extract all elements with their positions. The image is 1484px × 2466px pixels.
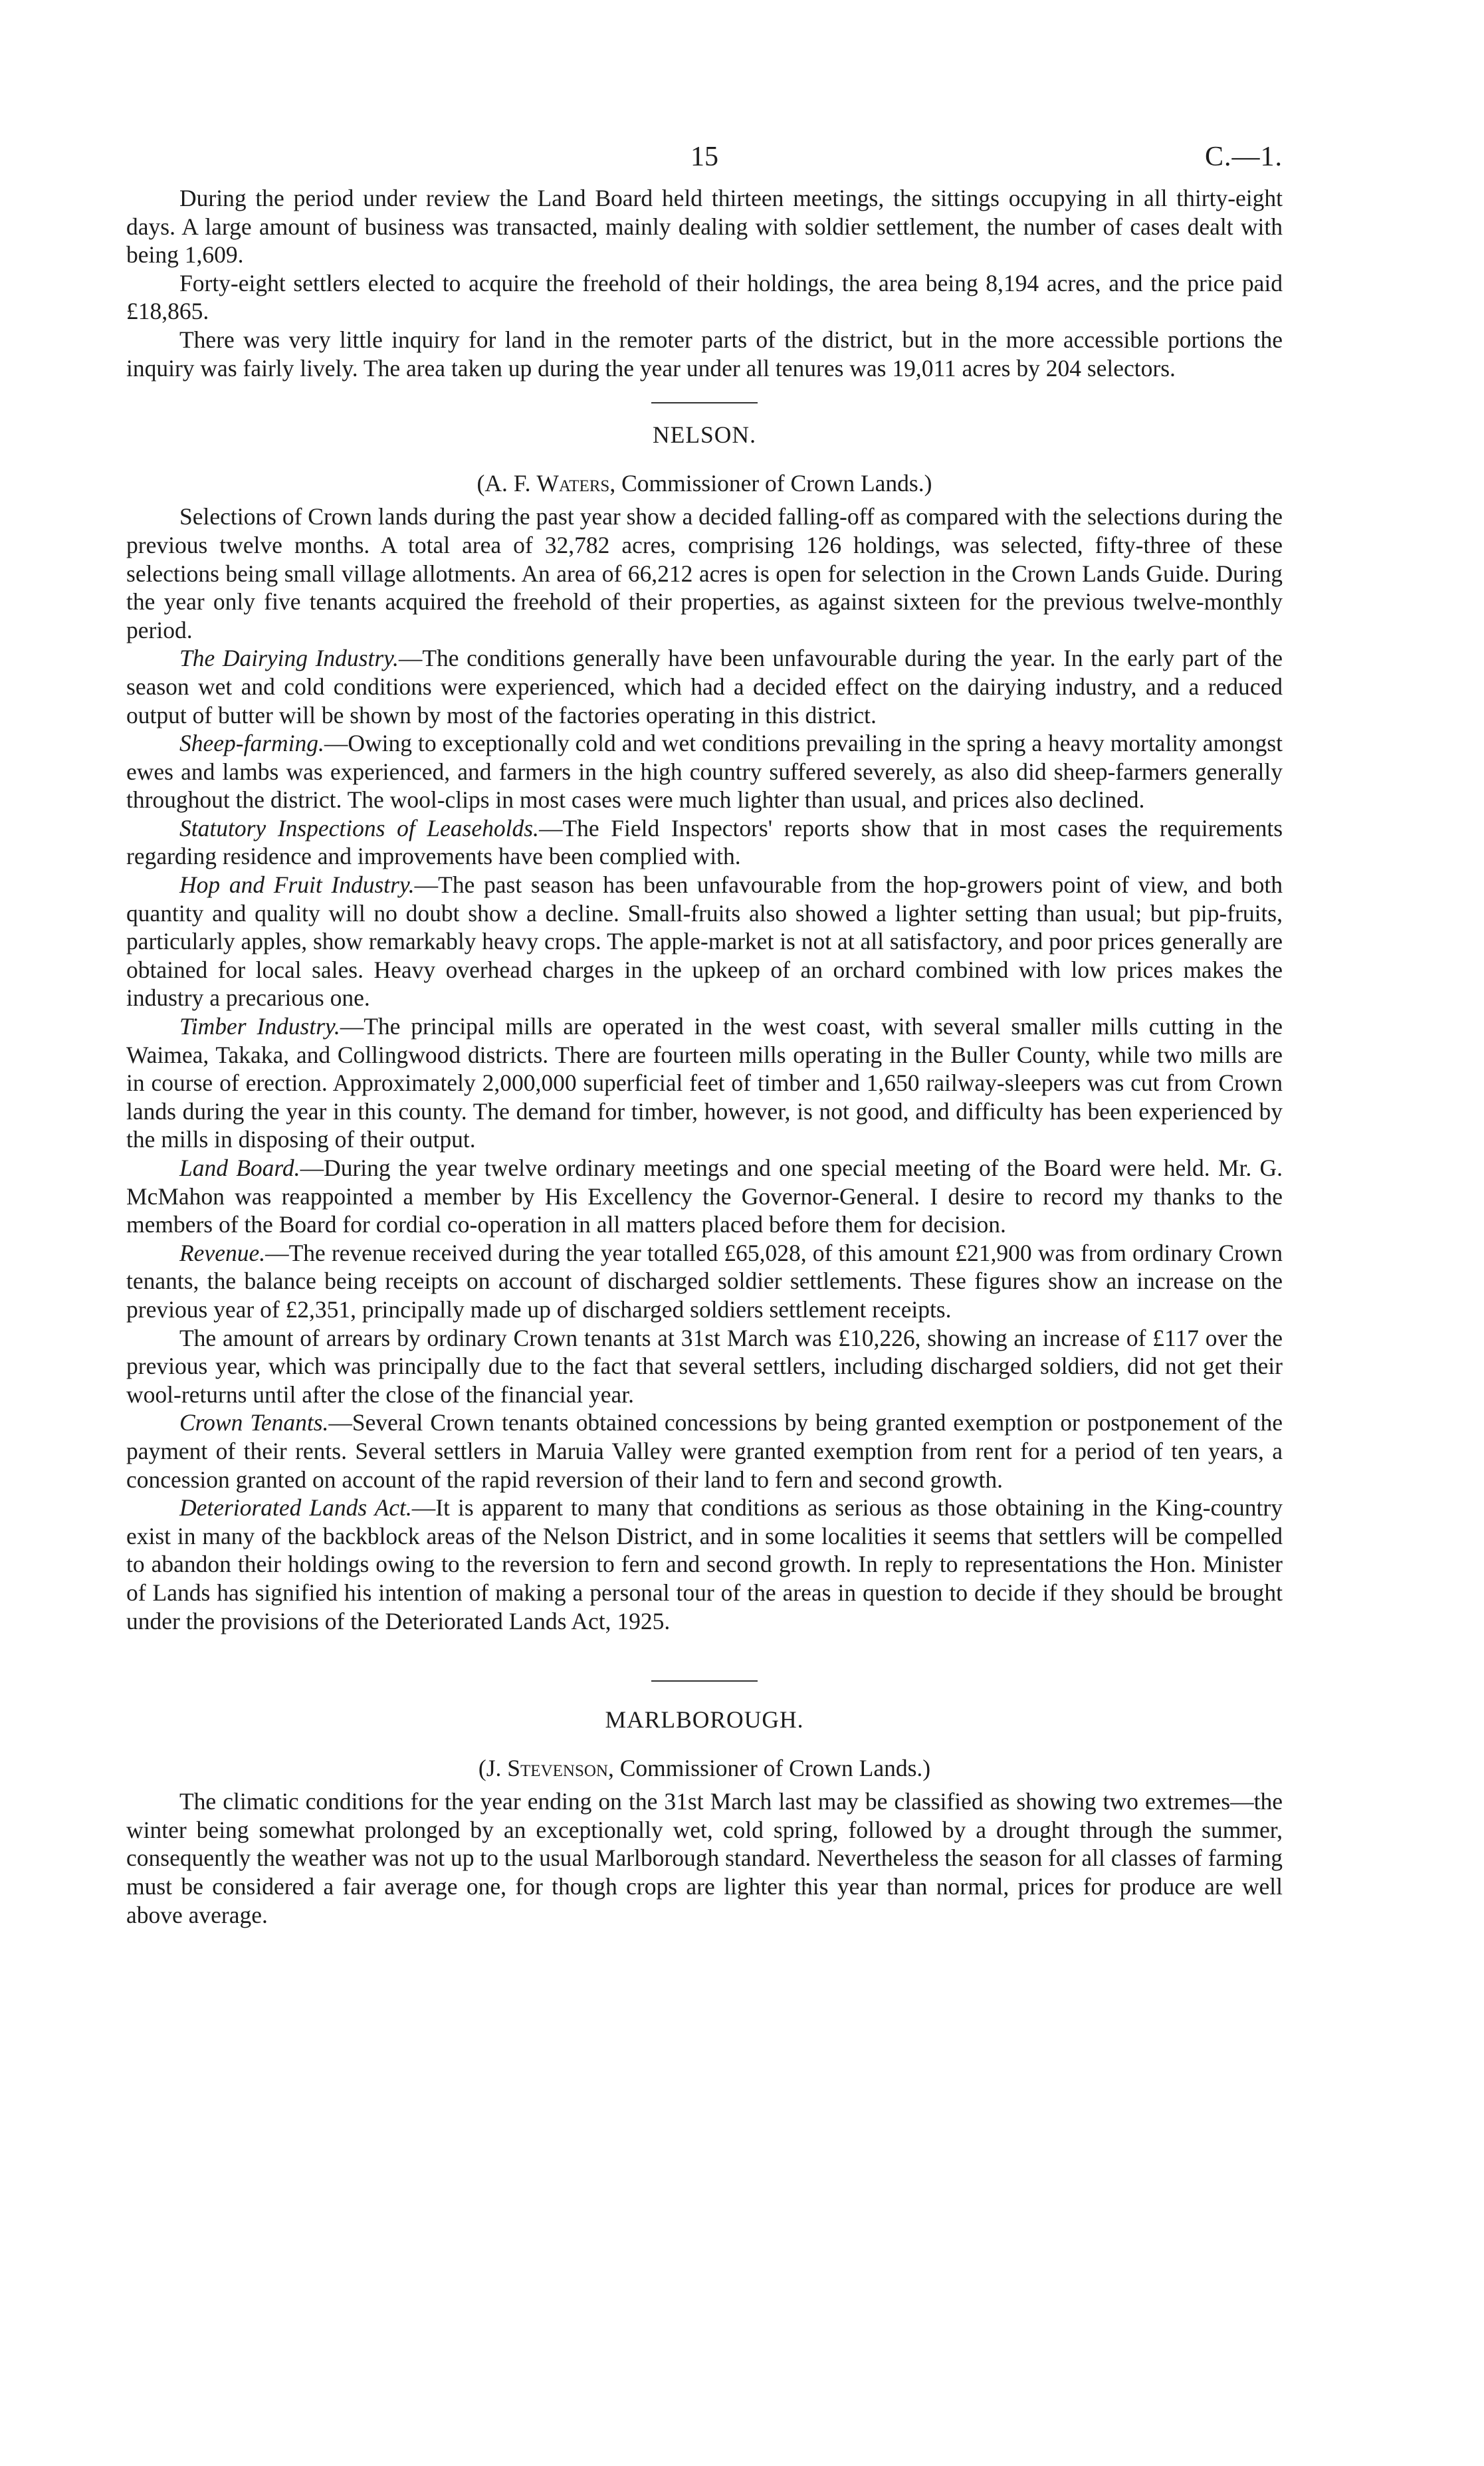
paragraph-heading: Statutory Inspections of Leaseholds. [179,814,539,841]
document-page [126,143,1283,1929]
paragraph-heading: Deteriorated Lands Act. [179,1494,412,1521]
marlborough-section [126,1706,1283,1929]
body-paragraph: The amount of arrears by ordinary Crown tenants at 31st March was £10,226, showing an increase of £117 over the previous year, which was principally due to the fact that several settlers, including discharged soldiers, did not get their wool-returns until after the close of the financial year. [126,1324,1283,1408]
byline-suffix: , Commissioner of Crown Lands.) [609,469,932,497]
paragraph-text: —Owing to exceptionally cold and wet conditions prevailing in the spring a heavy mortality amongst ewes and lambs was experienced, and farmers in the high country suffered severely, as also did sheep-farmers generally throughout the district. The wool-clips in most cases were much lighter than usual, and prices also declined. [126,730,1283,814]
paragraph-text: —The past season has been unfavourable from the hop-growers point of view, and both quantity and quality will no doubt show a decline. Small-fruits also showed a lighter setting than usual; but pip-fruits, particularly apples, show remarkably heavy crops. The apple-market is not at all satisfactory, and poor prices generally are obtained for local sales. Heavy overhead charges in the upkeep of an orchard combined with low prices makes the industry a precarious one. [126,871,1283,1012]
document-reference: C.—1. [1204,142,1283,172]
intro-paragraph: There was very little inquiry for land in the remoter parts of the district, but in the more accessible portions the inquiry was fairly lively. The area taken up during the year under all tenures was 19,011 acres by 204 selectors. [126,326,1283,382]
section-title-nelson: NELSON. [653,421,756,449]
paragraph-text: —The revenue received during the year totalled £65,028, of this amount £21,900 was from ordinary Crown tenants, the balance being receipts on account of discharged soldier settlements. These figures show an increase on the previous year of £2,351, principally made up of discharged soldiers settlement receipts. [126,1239,1283,1323]
intro-paragraph: Forty-eight settlers elected to acquire the freehold of their holdings, the area being 8,194 acres, and the price paid £18,865. [126,269,1283,325]
byline-prefix: (J. [478,1754,508,1781]
intro-paragraph: During the period under review the Land Board held thirteen meetings, the sittings occupying in all thirty-eight days. A large amount of business was transacted, mainly dealing with soldier settlement, the number of cases dealt with being 1,609. [126,185,1283,269]
byline-prefix: (A. F. [477,469,537,497]
section-divider [651,402,758,403]
paragraph-text: —The Field Inspectors' reports show that in most cases the requirements regarding residence and improvements have been complied with. [126,814,1283,870]
body-paragraph [126,644,1283,729]
paragraph-heading: Hop and Fruit Industry. [179,871,415,899]
body-paragraph [126,1012,1283,1154]
paragraph-heading: Timber Industry. [179,1013,340,1040]
paragraph-text: —The principal mills are operated in the west coast, with several smaller mills cutting in the Waimea, Takaka, and Collingwood districts. There are fourteen mills operating in the Buller County, while two mills are in course of erection. Approximately 2,000,000 superficial feet of timber and 1,650 railway-sleepers was cut from Crown lands during the year in this county. The demand for timber, however, is not good, and difficulty has been experienced by the mills in disposing of their output. [126,1013,1283,1153]
paragraph-text: —Several Crown tenants obtained concessions by being granted exemption or postponement of the payment of their rents. Several settlers in Maruia Valley were granted exemption from rent for a period of ten years, a concession granted on account of the rapid reversion of their land to fern and second growth. [126,1409,1283,1493]
page-number: 15 [690,142,718,172]
paragraph-heading: Sheep-farming. [179,730,324,757]
paragraph-text: —The conditions generally have been unfavourable during the year. In the early part of the season wet and cold conditions were experienced, which had a decided effect on the dairying industry, and a reduced output of butter will be shown by most of the factories operating in this district. [126,645,1283,729]
commissioner-name: Stevenson [507,1754,608,1781]
body-paragraph [126,729,1283,814]
body-paragraph [126,1154,1283,1239]
section-title-marlborough: MARLBOROUGH. [605,1706,804,1734]
paragraph-heading: Land Board. [179,1155,300,1181]
commissioner-byline [126,1754,1283,1783]
byline-suffix: , Commissioner of Crown Lands.) [607,1754,931,1781]
section-divider [651,1680,758,1682]
commissioner-name: Waters [536,469,610,497]
body-paragraph [126,1408,1283,1494]
body-paragraph [126,1494,1283,1635]
intro-section [126,184,1283,382]
body-paragraph [126,871,1283,1012]
commissioner-byline [126,469,1283,498]
paragraph-heading: Crown Tenants. [179,1409,329,1436]
page-header [126,143,1283,184]
paragraph-heading: Revenue. [179,1239,266,1266]
body-paragraph [126,814,1283,871]
paragraph-text: —It is apparent to many that conditions as serious as those obtaining in the King-country exist in many of the backblock areas of the Nelson District, and in some localities it seems that settlers will be compelled to abandon their holdings owing to the reversion to fern and second growth. In reply to representations the Hon. Minister of Lands has signified his intention of making a personal tour of the areas in question to decide if they should be brought under the provisions of the Deteriorated Lands Act, 1925. [126,1494,1283,1634]
paragraph-text: —During the year twelve ordinary meetings and one special meeting of the Board were held. Mr. G. McMahon was reappointed a member by His Excellency the Governor-General. I desire to record my thanks to the members of the Board for cordial co-operation in all matters placed before them for decision. [126,1155,1283,1238]
nelson-section [126,421,1283,1635]
paragraph-heading: The Dairying Industry. [179,645,399,672]
body-paragraph [126,1239,1283,1324]
body-paragraph: The climatic conditions for the year ending on the 31st March last may be classified as showing two extremes—the winter being somewhat prolonged by an exceptionally wet, cold spring, followed by a drought through the summer, consequently the weather was not up to the usual Marlborough standard. Nevertheless the season for all classes of farming must be considered a fair average one, for though crops are lighter this year than normal, prices for produce are well above average. [126,1788,1283,1928]
body-paragraph: Selections of Crown lands during the past year show a decided falling-off as compared with the selections during the previous twelve months. A total area of 32,782 acres, comprising 126 holdings, was selected, fifty-three of these selections being small village allotments. An area of 66,212 acres is open for selection in the Crown Lands Guide. During the year only five tenants acquired the freehold of their properties, as against sixteen for the previous twelve-monthly period. [126,503,1283,643]
